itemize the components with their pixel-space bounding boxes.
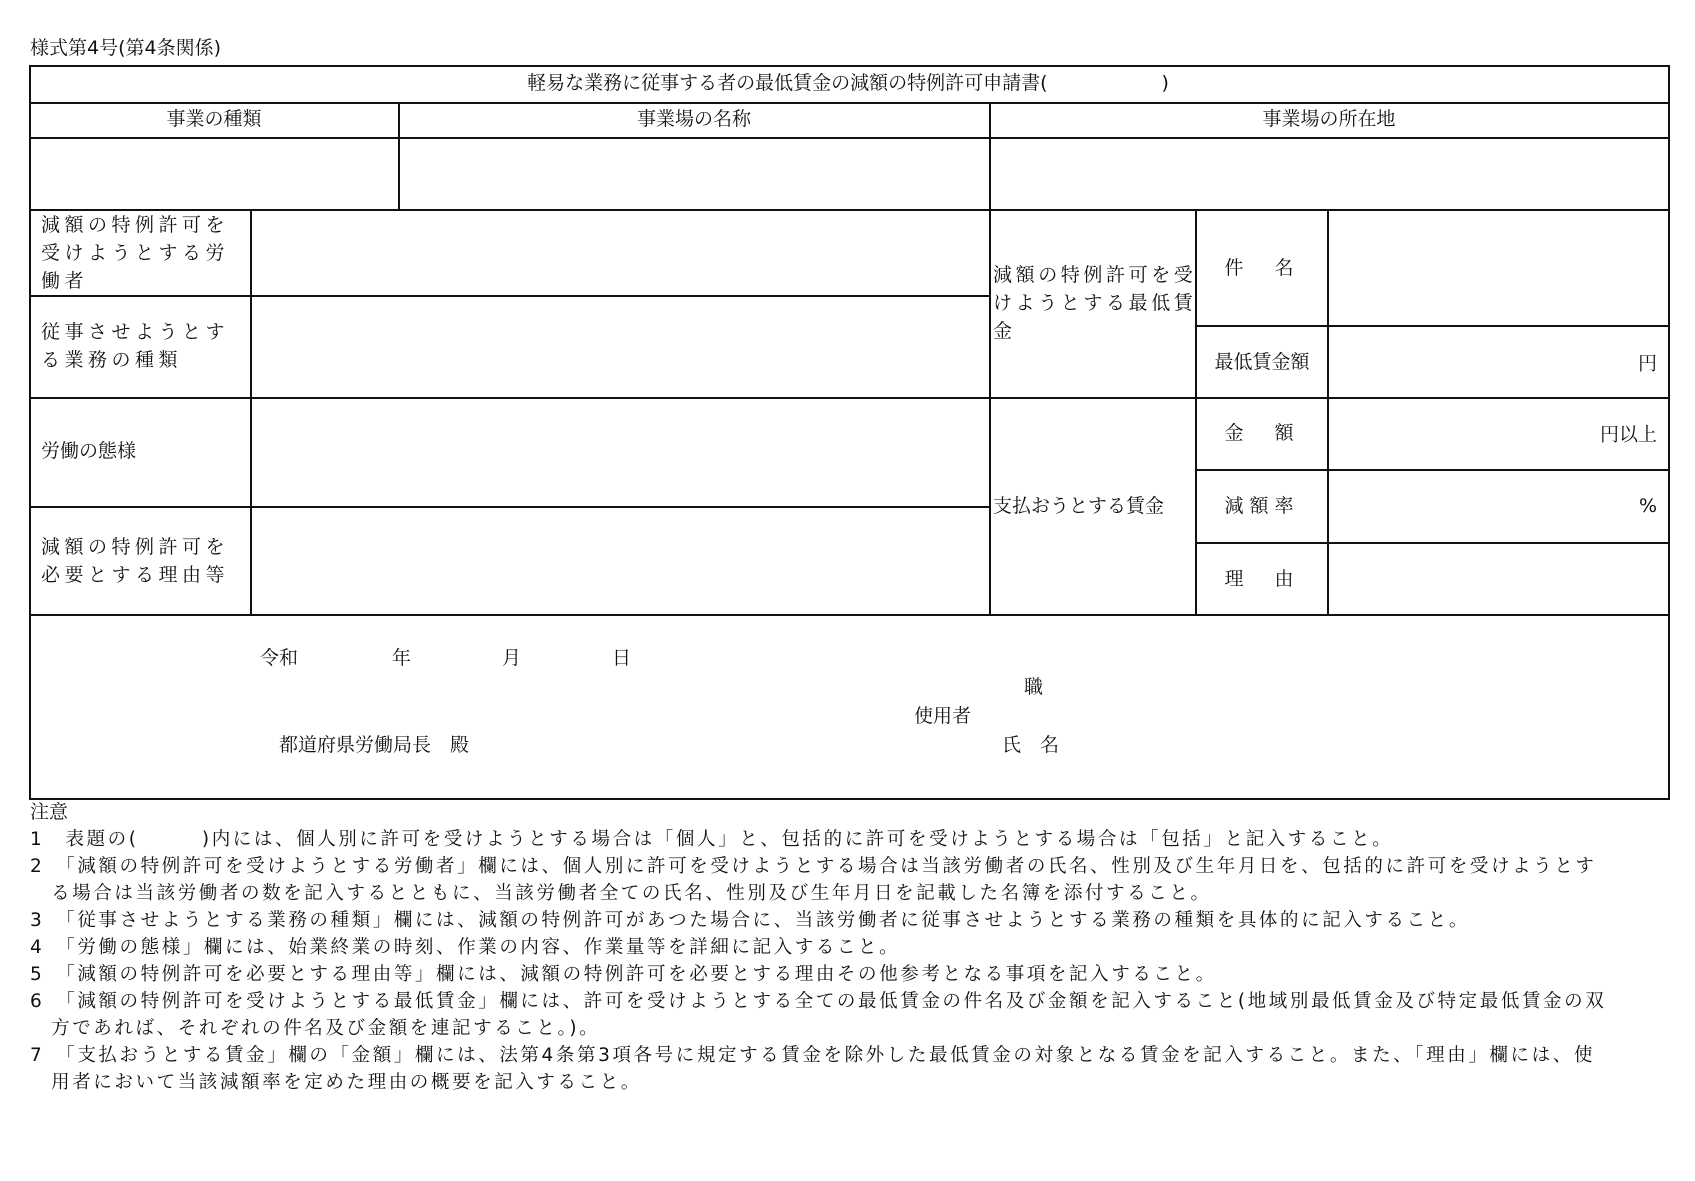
addressee: 都道府県労働局長 殿	[279, 734, 470, 756]
note-line: 6 「減額の特例許可を受けようとする最低賃金」欄には、許可を受けようとする全ての最低賃金の件名及び金額を記入すること(地域別最低賃金及び特定最低賃金の双	[30, 991, 1607, 1012]
note-line: 5 「減額の特例許可を必要とする理由等」欄には、減額の特例許可を必要とする理由その他参考となる事項を記入すること。	[30, 964, 1217, 985]
employer-label: 使用者	[914, 705, 972, 727]
header-site-name: 事業場の名称	[636, 108, 752, 130]
label-min-wage-amount: 最低賃金額	[1214, 351, 1310, 373]
col-divider	[1327, 209, 1329, 614]
row-divider	[29, 102, 1669, 104]
label-workers: 減額の特例許可を受けようとする労働者	[41, 214, 230, 292]
table-border-left	[29, 65, 31, 800]
note-line: 方であれば、それぞれの件名及び金額を連記すること。)。	[30, 1018, 601, 1039]
note-line: 4 「労働の態様」欄には、始業終業の時刻、作業の内容、作業量等を詳細に記入すること。	[30, 937, 901, 958]
notes-title: 注意	[30, 801, 69, 823]
label-work-style: 労働の態様	[41, 440, 137, 462]
label-amount: 金 額	[1224, 422, 1300, 444]
label-payment: 支払おうとする賃金	[993, 495, 1165, 517]
date-month: 月	[502, 647, 522, 669]
row-divider	[29, 137, 1669, 139]
date-era: 令和	[260, 647, 299, 669]
label-reduction-rate: 減額率	[1224, 495, 1300, 517]
row-divider	[1195, 542, 1669, 544]
note-line: 2 「減額の特例許可を受けようとする労働者」欄には、個人別に許可を受けようとする場合は当該労働者の氏名、性別及び生年月日を、包括的に許可を受けようとす	[30, 856, 1597, 877]
col-divider	[989, 102, 991, 614]
form-title: 軽易な業務に従事する者の最低賃金の減額の特例許可申請書( )	[527, 72, 1169, 94]
label-case-name: 件 名	[1224, 257, 1300, 279]
row-divider	[29, 209, 1669, 211]
label-min-wage: 減額の特例許可を受けようとする最低賃金	[993, 264, 1197, 342]
table-border-top	[29, 65, 1669, 67]
row-divider	[29, 397, 1669, 399]
date-year: 年	[392, 647, 412, 669]
unit-percent: %	[1638, 495, 1657, 517]
note-line: 1 表題の( )内には、個人別に許可を受けようとする場合は「個人」と、包括的に許可を受けようとする場合は「包括」と記入すること。	[30, 829, 1394, 850]
unit-yen: 円	[1637, 352, 1657, 375]
label-reason-needed: 減額の特例許可を必要とする理由等	[41, 536, 230, 586]
note-line: る場合は当該労働者の数を記入するとともに、当該労働者全ての氏名、性別及び生年月日を記載した名簿を添付すること。	[30, 883, 1212, 904]
header-site-location: 事業場の所在地	[1262, 108, 1396, 130]
col-divider	[398, 102, 400, 209]
note-line: 3 「従事させようとする業務の種類」欄には、減額の特例許可があつた場合に、当該労働者に従事させようとする業務の種類を具体的に記入すること。	[30, 910, 1470, 931]
employer-name: 氏 名	[1002, 734, 1060, 756]
label-work-type: 従事させようとする業務の種類	[41, 321, 230, 371]
row-divider	[29, 295, 990, 297]
note-line: 7 「支払おうとする賃金」欄の「金額」欄には、法第4条第3項各号に規定する賃金を除外した最低賃金の対象となる賃金を記入すること。また、「理由」欄には、使	[30, 1045, 1595, 1066]
row-divider	[1195, 325, 1669, 327]
header-business-type: 事業の種類	[166, 108, 262, 130]
row-divider	[29, 506, 990, 508]
note-line: 用者において当該減額率を定めた理由の概要を記入すること。	[30, 1072, 642, 1093]
unit-yen-or-more: 円以上	[1599, 423, 1657, 446]
table-border-right	[1668, 65, 1670, 800]
table-border-bottom	[29, 798, 1669, 800]
row-divider	[1195, 469, 1669, 471]
employer-position: 職	[1024, 676, 1044, 698]
date-day: 日	[612, 647, 632, 669]
form-number: 様式第4号(第4条関係)	[30, 37, 222, 59]
label-reason: 理 由	[1224, 568, 1300, 590]
row-divider	[29, 614, 1669, 616]
